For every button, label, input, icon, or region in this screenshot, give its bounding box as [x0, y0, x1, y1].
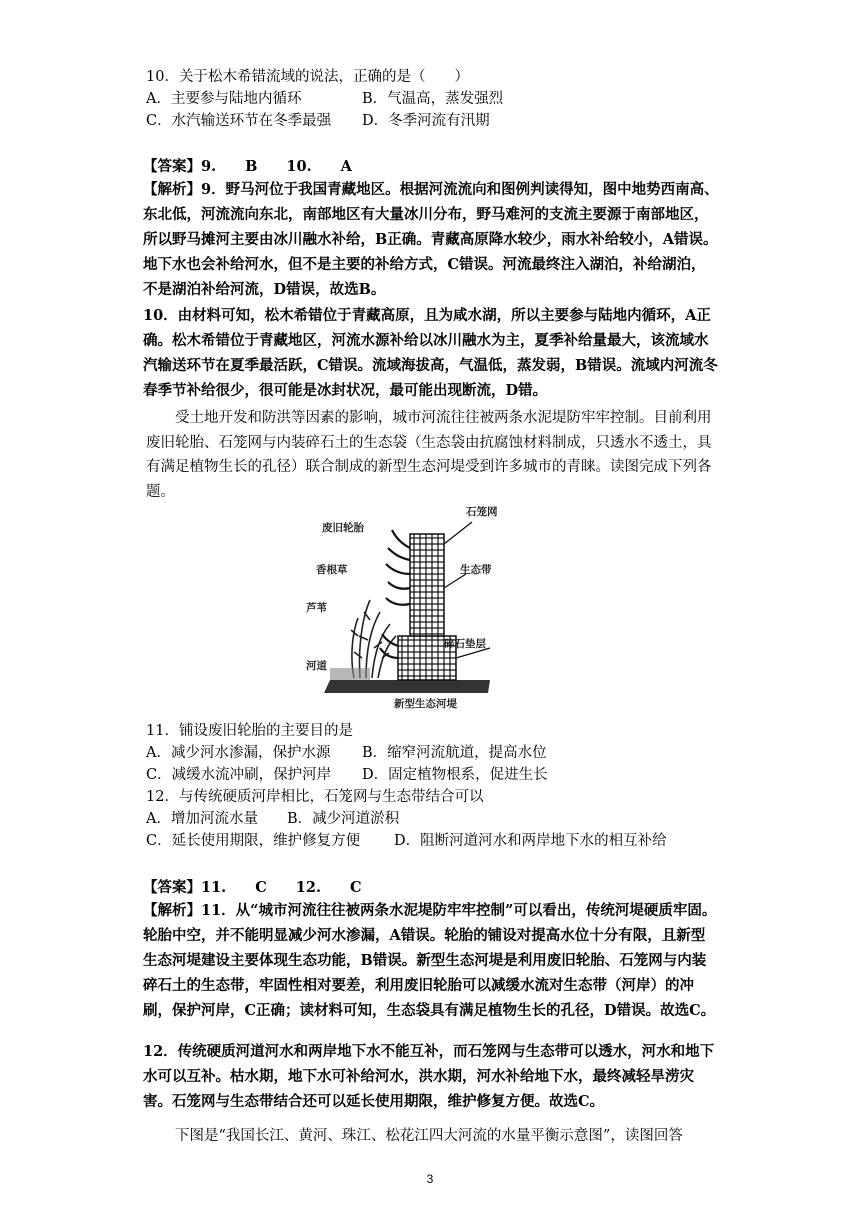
explanation-9-text: 9．野马河位于我国青藏地区。根据河流流向和图例判读得知，图中地势西南高、东北低，河流流向东北，南部地区有大量冰川分布，野马难河的支流主要源于南部地区，所以野马摊河主要由冰川融水补给，B正确。青藏高原降水较少，雨水补给较小，A错误。地下水也会补给河水，但不是主要的补给方式，C错误。河流最终注入湖泊，补给湖泊，不是湖泊补给河流，D错误，故选B。: [143, 181, 719, 298]
eco-embankment-figure: [300, 508, 500, 708]
label-tire: 废旧轮胎: [322, 522, 364, 534]
explanation-12: 12．传统硬质河道河水和两岸地下水不能互补，而石笼网与生态带可以透水，河水和地下水可以互补。枯水期，地下水可补给河水，洪水期，河水补给地下水，最终减轻旱涝灾害。石笼网与生态带结合还可以延长使用期限，维护修复方便。故选C。: [143, 1043, 715, 1110]
explanation-11: [143, 898, 719, 1023]
figure-caption: 新型生态河堤: [394, 698, 457, 710]
answer-label: 【答案】: [143, 158, 201, 175]
passage-intro-11-12: 受土地开发和防洪等因素的影响，城市河流往往被两条水泥堤防牢牢控制。目前利用废旧轮胎、石笼网与内装碎石土的生态袋（生态袋由抗腐蚀材料制成，只透水不透土，具有满足植物生长的孔径）联合制成的新型生态河堤受到许多城市的青睐。读图完成下列各题。: [146, 410, 712, 500]
label-reed: 芦苇: [306, 602, 327, 614]
q12-option-c: C．延长使用期限，维护修复方便: [146, 833, 361, 849]
explanation-9: [143, 177, 719, 302]
gabion-column: [410, 534, 444, 636]
q12-option-d: D．阻断河道河水和两岸地下水的相互补给: [394, 833, 667, 849]
river-water: [330, 668, 370, 680]
q12-option-a: A．增加河流水量: [146, 811, 258, 827]
passage-intro-next: 下图是“我国长江、黄河、珠江、松花江四大河流的水量平衡示意图”，读图回答: [175, 1128, 683, 1144]
label-gravel: 碎石垫层: [444, 638, 486, 650]
eco-embankment-diagram: [300, 508, 500, 708]
q11-option-c: C．减缓水流冲刷，保护河岸: [146, 767, 332, 783]
ground-base: [324, 680, 490, 693]
page-number: 3: [426, 1172, 434, 1186]
q10-option-c: C．水汽输送环节在冬季最强: [146, 113, 332, 129]
label-river: 河道: [306, 660, 327, 672]
q11-option-d: D．固定植物根系，促进生长: [362, 767, 548, 783]
answer-text: 11. C 12. C: [201, 879, 362, 896]
q12-stem: 12．与传统硬质河岸相比，石笼网与生态带结合可以: [146, 789, 484, 805]
answer-11-12: [143, 877, 362, 899]
explanation-label: 【解析】: [143, 181, 201, 198]
answer-label: 【答案】: [143, 879, 201, 896]
explanation-10: 10．由材料可知，松木希错位于青藏高原，且为咸水湖，所以主要参与陆地内循环，A正确。松木希错位于青藏地区，河流水源补给以冰川融水为主，夏季补给量最大，该流域水汽输送环节在夏季最活跃，C错误。流域海拔高，气温低，蒸发弱，B错误。流域内河流冬春季节补给很少，很可能是冰封状况，最可能出现断流，D错。: [143, 307, 718, 399]
label-vetiver: 香根草: [316, 564, 348, 576]
explanation-11-text: 11．从“城市河流往往被两条水泥堤防牢牢控制”可以看出，传统河堤硬质牢固。轮胎中空，并不能明显减少河水渗漏，A错误。轮胎的铺设对提高水位十分有限，且新型生态河堤建设主要体现生态功能，B错误。新型生态河堤是利用废旧轮胎、石笼网与内装碎石土的生态带，牢固性相对要差，利用废旧轮胎可以减缓水流对生态带（河岸）的冲刷，保护河岸，C正确；读材料可知，生态袋具有满足植物生长的孔径，D错误。故选C。: [143, 902, 717, 1019]
q10-stem: 10．关于松木希错流域的说法，正确的是（ ）: [146, 69, 469, 85]
q10-option-b: B．气温高，蒸发强烈: [362, 91, 504, 107]
label-eco-belt: 生态带: [460, 564, 492, 576]
answer-text: 9. B 10. A: [201, 158, 352, 175]
explanation-label: 【解析】: [143, 902, 201, 919]
q10-option-a: A．主要参与陆地内循环: [146, 91, 302, 107]
q10-option-d: D．冬季河流有汛期: [362, 113, 490, 129]
reeds: [351, 600, 396, 678]
q11-option-b: B．缩窄河流航道，提高水位: [362, 745, 547, 761]
q12-option-b: B．减少河道淤积: [287, 811, 400, 827]
label-gabion: 石笼网: [466, 506, 498, 518]
answer-9-10: [143, 156, 352, 178]
q11-option-a: A．减少河水渗漏，保护水源: [146, 745, 331, 761]
q11-stem: 11．铺设废旧轮胎的主要目的是: [146, 723, 353, 739]
